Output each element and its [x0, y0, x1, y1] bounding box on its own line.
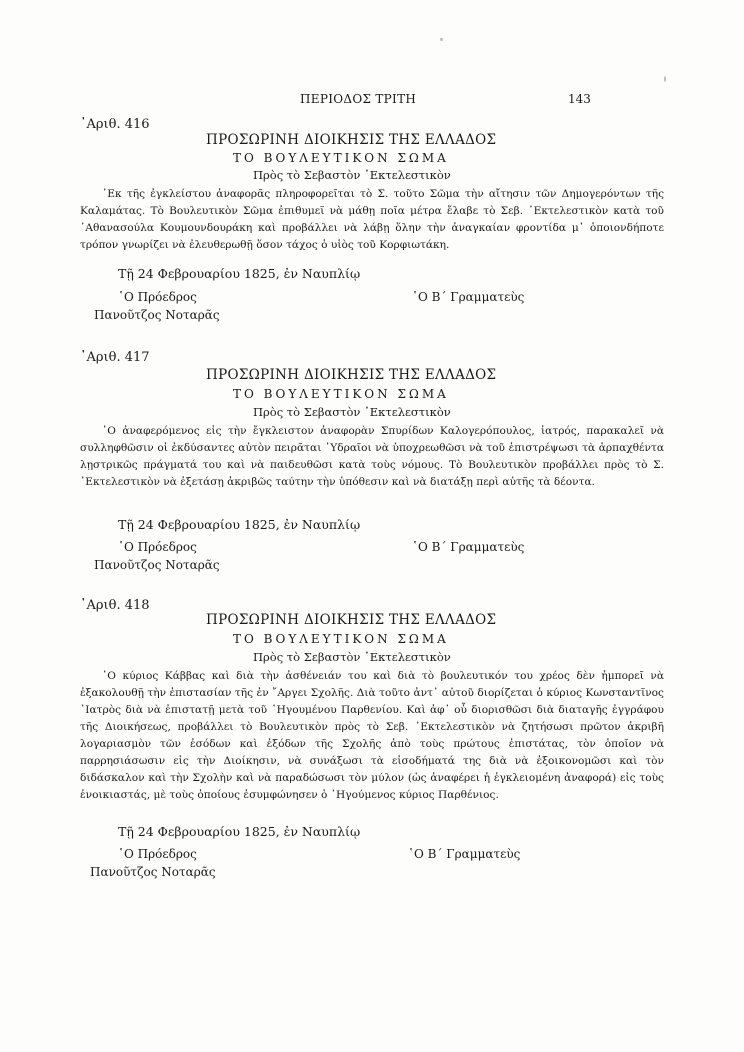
document-number: ᾿Αριθ. 417 — [80, 350, 150, 365]
document-body: ᾿Εκ τῆς ἐγκλείστου ἀναφορᾶς πληροφορεῖται τὸ Σ. τοῦτο Σῶμα τὴν αἴτησιν τῶν Δημογερόντων τῆς Καλαμάτας. Τὸ Βουλευτικὸν Σῶμα ἐπιθυμεῖ νὰ μάθῃ ποῖα μέτρα ἔλαβε τὸ Σεβ. ᾿Εκτελεστικὸν κατὰ τοῦ ᾿Αθανασούλα Κουμουνδουράκη καὶ προβάλλει νὰ λάβῃ ὅλην τὴν ἀναγκαίαν φροντίδα μ᾿ ὁποιονδήποτε τρόπον γνωρίζει νὰ ἐλευθερωθῇ ὅσον τάχος ὁ υἱὸς τοῦ Κορφιωτάκη. — [80, 188, 664, 251]
addressee-line: Πρὸς τὸ Σεβαστὸν ᾿Εκτελεστικὸν — [253, 650, 451, 664]
president-title: ῾Ο Πρόεδρος — [118, 540, 197, 554]
president-name: Πανοῦτζος Νοταρᾶς — [94, 558, 220, 572]
addressee-line: Πρὸς τὸ Σεβαστὸν ᾿Εκτελεστικὸν — [253, 405, 451, 419]
secretary-title: ῾Ο Β΄ Γραμματεὺς — [408, 847, 521, 861]
document-body: ῾Ο κύριος Κάββας καὶ διὰ τὴν ἀσθένειάν του καὶ διὰ τὸ βουλευτικόν του χρέος δὲν ἠμπορεῖ νὰ ἐξακολουθῇ τὴν ἐπιστασίαν τῆς ἐν ῎Αργει Σχολῆς. Διὰ τοῦτο ἀντ᾿ αὐτοῦ διορίζεται ὁ κύριος Κωνσταντῖνος ᾿Ιατρὸς διὰ νὰ ἐπιστατῇ μετὰ τοῦ ῾Ηγουμένου Παρθενίου. Καὶ ἀφ᾿ οὗ διορισθῶσι διὰ διαταγῆς ἐγγράφου τῆς Διοικήσεως, προβάλλει τὸ Βουλευτικὸν πρὸς τὸ Σεβ. ᾿Εκτελεστικὸν νὰ ζητήσωσι πρῶτον ἀκριβῆ λογαριασμὸν τῶν ἐσόδων καὶ ἐξόδων τῆς Σχολῆς ἀπὸ τοὺς πρώτους ἐπιστάτας, τὸν ὁποῖον νὰ παρρησιάσωσιν εἰς τὴν Διοίκησιν, νὰ συνάξωσι τὰ εἰσοδήματά της διὰ νὰ ἐξοικονομῶσι καὶ τὸν διδάσκαλον καὶ τὴν Σχολὴν καὶ νὰ παραδώσωσι τὸν μύλον (ὡς ἀναφέρει ἡ ἐγκλειομένη ἀναφορά) εἰς τοὺς ἐνοικιαστάς, μὲ τοὺς ὁποίους ἐσυμφώνησεν ὁ ῾Ηγούμενος κύριος Παρθένιος. — [80, 670, 664, 801]
scan-speck — [664, 76, 666, 82]
president-name: Πανοῦτζος Νοταρᾶς — [94, 308, 220, 322]
scan-speck — [440, 38, 443, 41]
president-title: ῾Ο Πρόεδρος — [118, 847, 197, 861]
addressee-line: Πρὸς τὸ Σεβαστὸν ᾿Εκτελεστικὸν — [253, 168, 451, 182]
document-body: ῾Ο ἀναφερόμενος εἰς τὴν ἔγκλειστον ἀναφορὰν Σπυρίδων Καλογερόπουλος, ἰατρός, παρακαλεῖ νὰ συλληφθῶσιν οἱ ἐκδύσαντες αὐτὸν πειρᾶται ῾Υδραῖοι νὰ ὑποχρεωθῶσι νὰ τοῦ ἐπιστρέψωσι τὰ ἁρπαχθέντα λῃστρικῶς πράγματά του καὶ νὰ παιδευθῶσι κατὰ τοὺς νόμους. Τὸ Βουλευτικὸν προβάλλει πρὸς τὸ Σ. ᾿Εκτελεστικὸν νὰ ἐξετάσῃ ἀκριβῶς ταύτην τὴν ὑπόθεσιν καὶ νὰ διατάξῃ περὶ αὐτῆς τὰ δέοντα. — [80, 425, 664, 488]
document-date: Τῇ 24 Φεβρουαρίου 1825, ἐν Ναυπλίῳ — [118, 266, 361, 281]
government-heading: ΠΡΟΣΩΡΙΝΗ ΔΙΟΙΚΗΣΙΣ ΤΗΣ ΕΛΛΑΔΟΣ — [206, 132, 497, 148]
government-heading: ΠΡΟΣΩΡΙΝΗ ΔΙΟΙΚΗΣΙΣ ΤΗΣ ΕΛΛΑΔΟΣ — [206, 367, 497, 383]
document-number: ᾿Αριθ. 416 — [80, 117, 150, 132]
running-header: ΠΕΡΙΟΔΟΣ ΤΡΙΤΗ — [300, 92, 417, 106]
council-heading: ΤΟ ΒΟΥΛΕΥΤΙΚΟΝ ΣΩΜΑ — [233, 151, 449, 165]
page-number: 143 — [568, 92, 591, 106]
document-number: ᾿Αριθ. 418 — [80, 598, 150, 613]
secretary-title: ῾Ο Β΄ Γραμματεὺς — [412, 290, 525, 304]
president-name: Πανοῦτζος Νοταρᾶς — [90, 865, 216, 879]
president-title: ῾Ο Πρόεδρος — [118, 290, 197, 304]
secretary-title: ῾Ο Β΄ Γραμματεὺς — [412, 540, 525, 554]
document-date: Τῇ 24 Φεβρουαρίου 1825, ἐν Ναυπλίῳ — [118, 824, 361, 839]
government-heading: ΠΡΟΣΩΡΙΝΗ ΔΙΟΙΚΗΣΙΣ ΤΗΣ ΕΛΛΑΔΟΣ — [206, 612, 497, 628]
council-heading: ΤΟ ΒΟΥΛΕΥΤΙΚΟΝ ΣΩΜΑ — [233, 632, 449, 646]
council-heading: ΤΟ ΒΟΥΛΕΥΤΙΚΟΝ ΣΩΜΑ — [233, 387, 449, 401]
document-date: Τῇ 24 Φεβρουαρίου 1825, ἐν Ναυπλίῳ — [118, 517, 361, 532]
